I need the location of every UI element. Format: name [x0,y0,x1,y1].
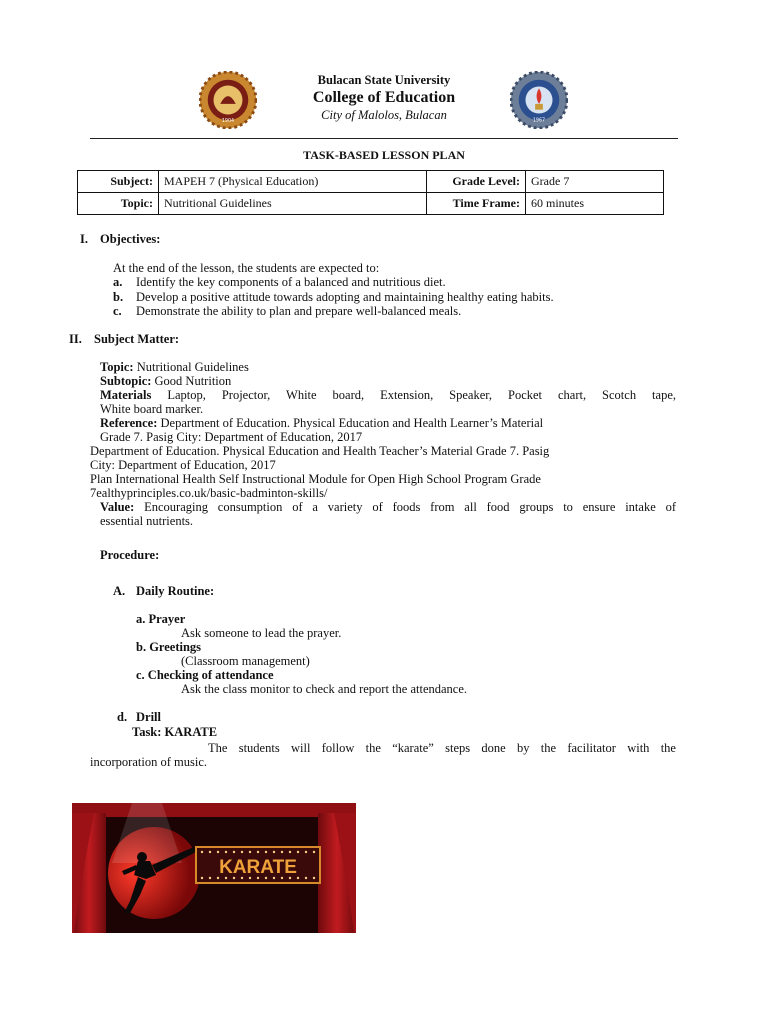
drill-marker: d. [117,710,128,724]
karate-image [72,803,356,933]
sm-materials-line: Laptop, Projector, White board, Extension, Speaker, Pocket chart, Scotch tape, [151,388,676,402]
sm-value [100,500,676,515]
objective-marker: b. [113,290,124,304]
procedure-heading: Procedure: [100,548,160,562]
task-label: Task: KARATE [132,725,218,739]
subject-matter-numeral: II. [69,332,82,346]
greetings-label: b. Greetings [136,640,202,654]
sm-value-label: Value: [100,500,135,514]
grade-level-label: Grade Level: [427,171,526,193]
time-frame-label: Time Frame: [427,193,526,215]
topic-label: Topic: [78,193,159,215]
drill-heading: Drill [136,710,161,724]
sm-reference-line: 7ealthyprinciples.co.uk/basic-badminton-skills/ [90,486,328,500]
prayer-label: a. Prayer [136,612,186,626]
objective-marker: c. [113,304,122,318]
sm-value-line: Encouraging consumption of a variety of foods from all food groups to ensure intake of [134,500,676,514]
table-row [78,193,664,215]
university-name: Bulacan State University [317,73,451,87]
sm-value-line: essential nutrients. [100,514,194,528]
sm-reference-line: Plan International Health Self Instructional Module for Open High School Program Grade [90,472,541,486]
sm-subtopic [100,374,231,389]
curtain-right [318,813,356,933]
sm-topic-label: Topic: [100,360,134,374]
objectives-numeral: I. [80,232,88,246]
college-seal-year: 1967 [532,118,546,124]
subject-value: MAPEH 7 (Physical Education) [159,171,427,193]
grade-level-value: Grade 7 [526,171,664,193]
prayer-text: Ask someone to lead the prayer. [181,626,342,640]
sm-reference-line: Department of Education. Physical Education and Health Teacher’s Material Grade 7. Pasig [90,444,550,458]
sm-reference-line: Grade 7. Pasig City: Department of Education, 2017 [100,430,363,444]
sm-subtopic-value: Good Nutrition [151,374,232,388]
greetings-text: (Classroom management) [181,654,310,668]
karate-banner [196,847,320,883]
city-name: City of Malolos, Bulacan [321,108,447,122]
curtain-left [72,813,106,933]
sm-reference [100,416,543,431]
objectives-heading: Objectives: [100,232,161,246]
objective-marker: a. [113,275,123,289]
lesson-info-table [77,170,664,215]
objectives-intro: At the end of the lesson, the students are expected to: [113,261,380,275]
header-divider [90,138,678,139]
sm-topic-value: Nutritional Guidelines [133,360,249,374]
sm-reference-line: City: Department of Education, 2017 [90,458,276,472]
subject-matter-heading: Subject Matter: [94,332,180,346]
sm-topic [100,360,249,375]
attendance-text: Ask the class monitor to check and report the attendance. [181,682,468,696]
objective-item: Develop a positive attitude towards adopting and maintaining healthy eating habits. [136,290,554,304]
subject-label: Subject: [78,171,159,193]
attendance-label: c. Checking of attendance [136,668,274,682]
time-frame-value: 60 minutes [526,193,664,215]
objective-item: Demonstrate the ability to plan and prepare well-balanced meals. [136,304,462,318]
sm-materials [100,388,676,403]
daily-routine-heading: Daily Routine: [136,584,215,598]
page-title: TASK-BASED LESSON PLAN [303,148,465,162]
table-row [78,171,664,193]
topic-value: Nutritional Guidelines [159,193,427,215]
university-seal-year: 1904 [221,119,235,125]
daily-routine-marker: A. [113,584,126,598]
sm-subtopic-label: Subtopic: [100,374,152,388]
sm-reference-label: Reference: [100,416,158,430]
sm-materials-line: White board marker. [100,402,204,416]
drill-description-line: The students will follow the “karate” steps done by the facilitator with the [208,741,676,755]
objective-item: Identify the key components of a balanced and nutritious diet. [136,275,446,289]
drill-description-line: incorporation of music. [90,755,207,769]
college-name: College of Education [312,89,456,106]
karate-banner-text: KARATE [219,857,297,878]
sm-materials-label: Materials [100,388,152,402]
sm-reference-line: Department of Education. Physical Education and Health Learner’s Material [157,416,544,430]
